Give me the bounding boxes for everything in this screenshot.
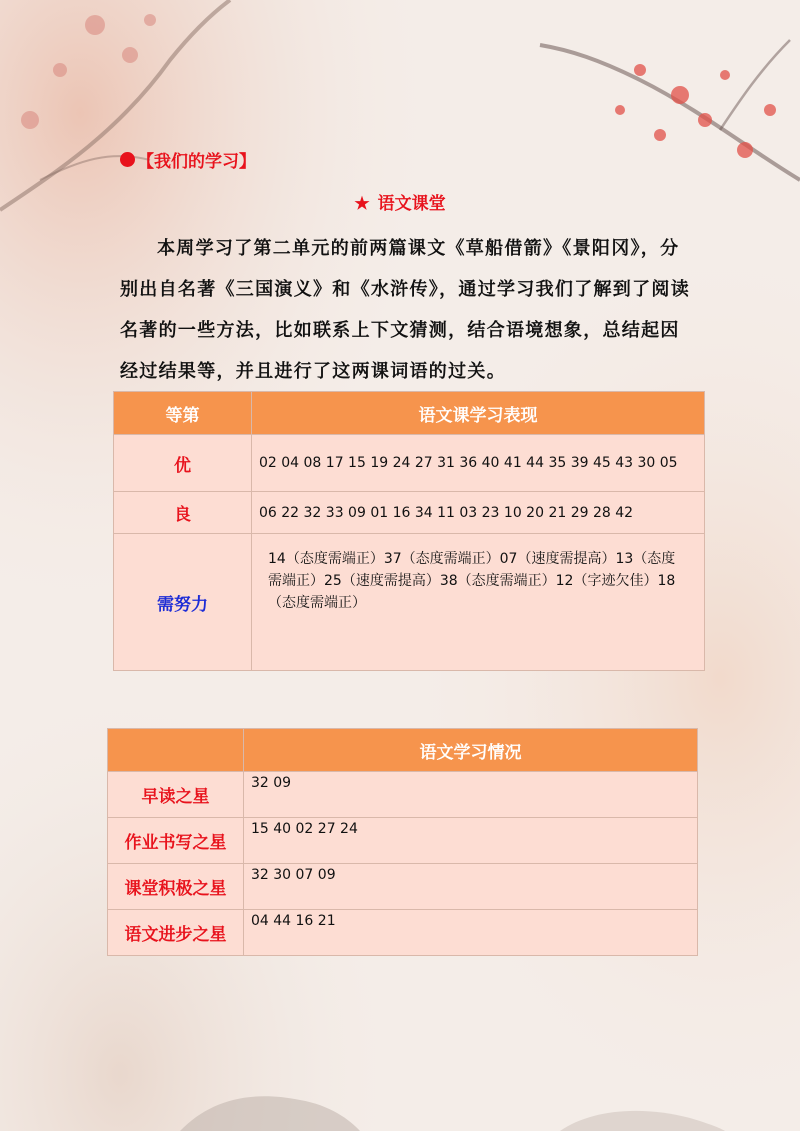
- student-numbers-cell: 14（态度需端正）37（态度需端正）07（速度需提高）13（态度需端正）25（速度需提高）38（态度需端正）12（字迹欠佳）18（态度需端正）: [252, 534, 705, 671]
- table-row: [108, 818, 698, 864]
- section-heading: [120, 147, 256, 172]
- star-label: 早读之星: [108, 772, 244, 818]
- star-label: 语文进步之星: [108, 910, 244, 956]
- student-numbers-cell: 06 22 32 33 09 01 16 34 11 03 23 10 20 21 29 28 42: [252, 492, 705, 534]
- star-icon: ★: [354, 194, 370, 214]
- bullet-dot-icon: [120, 152, 135, 167]
- star-students: 15 40 02 27 24: [244, 818, 698, 864]
- star-label: 课堂积极之星: [108, 864, 244, 910]
- table-row: [114, 534, 705, 671]
- summary-paragraph: 本周学习了第二单元的前两篇课文《草船借箭》《景阳冈》，分别出自名著《三国演义》和《水浒传》，通过学习我们了解到了阅读名著的一些方法，比如联系上下文猜测，结合语境想象，总结起因经过结果等，并且进行了这两课词语的过关。: [120, 238, 690, 382]
- table-row: [114, 492, 705, 534]
- table-row: [114, 435, 705, 492]
- table-row: [108, 910, 698, 956]
- performance-table: [113, 391, 705, 671]
- star-students: 04 44 16 21: [244, 910, 698, 956]
- table-row: [108, 772, 698, 818]
- class-subtitle-text: 语文课堂: [377, 194, 446, 214]
- stars-table: [107, 728, 698, 956]
- table-row: [108, 864, 698, 910]
- star-label: 作业书写之星: [108, 818, 244, 864]
- grade-cell: 良: [114, 492, 252, 534]
- table-header-row: [108, 729, 698, 772]
- class-subtitle: [0, 189, 800, 214]
- header-learning-status: 语文学习情况: [244, 729, 698, 772]
- grade-cell: 优: [114, 435, 252, 492]
- table-header-row: [114, 392, 705, 435]
- grade-cell: 需努力: [114, 534, 252, 671]
- header-performance: 语文课学习表现: [252, 392, 705, 435]
- header-empty: [108, 729, 244, 772]
- star-students: 32 30 07 09: [244, 864, 698, 910]
- section-heading-text: 【我们的学习】: [137, 152, 256, 172]
- header-grade: 等第: [114, 392, 252, 435]
- star-students: 32 09: [244, 772, 698, 818]
- student-numbers-cell: 02 04 08 17 15 19 24 27 31 36 40 41 44 35 39 45 43 30 05: [252, 435, 705, 492]
